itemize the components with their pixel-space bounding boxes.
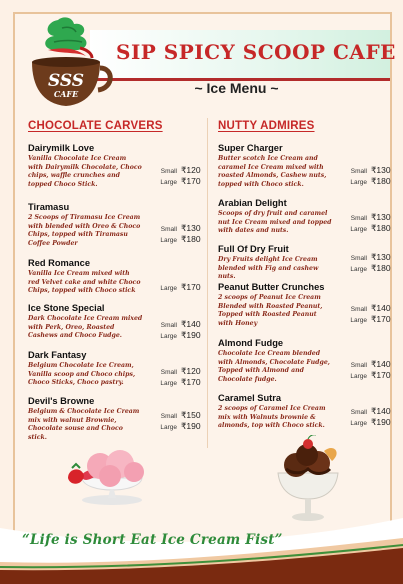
menu-item-peanut-butter-crunches (218, 282, 403, 328)
size-large-label: Large (350, 420, 367, 427)
cafe-logo-icon (18, 12, 114, 118)
size-large-label: Large (160, 380, 177, 387)
item-prices (151, 366, 211, 388)
price-large: ₹170 (181, 176, 201, 186)
size-small-label: Small (350, 215, 367, 222)
size-large-label: Large (350, 226, 367, 233)
item-prices (341, 406, 401, 428)
price-small: ₹120 (181, 165, 201, 175)
item-name: Devil's Browne (28, 396, 95, 406)
price-small: ₹140 (371, 406, 391, 416)
tagline: “Life is Short Eat Ice Cream Fist” (22, 532, 283, 548)
svg-text:SSS: SSS (47, 71, 85, 91)
size-large-label: Large (350, 317, 367, 324)
size-small-label: Small (160, 413, 177, 420)
menu-item-devils-browne (28, 396, 213, 442)
size-small-label: Small (350, 168, 367, 175)
item-name: Dairymilk Love (28, 143, 95, 153)
item-description: Dark Chocolate Ice Cream mixed with Perk, Oreo, Roasted Cashews and Choco Fudge. (28, 315, 143, 340)
price-large: ₹180 (371, 263, 391, 273)
size-small-label: Small (160, 322, 177, 329)
item-prices (341, 212, 401, 234)
item-description: Vanilla Chocolate Ice Cream with Dairymilk Chocolate, Choco chips, waffle crunches and topped Choco Stick. (28, 155, 142, 188)
size-large-label: Large (160, 179, 177, 186)
menu-title: ~ Ice Menu ~ (194, 80, 279, 96)
item-prices (151, 165, 211, 187)
item-name: Ice Stone Special (28, 303, 105, 313)
item-prices (341, 165, 401, 187)
category-title: NUTTY ADMIRES (218, 120, 315, 132)
item-prices (341, 252, 401, 274)
size-large-label: Large (160, 237, 177, 244)
item-name: Tiramasu (28, 202, 70, 212)
item-description: Belgium Chocolate Ice Cream, Vanilla scoop and Choco chips, Choco Sticks, Choco pastry. (28, 362, 136, 387)
price-large: ₹180 (371, 223, 391, 233)
footer-wave (0, 518, 403, 584)
price-small: ₹130 (181, 223, 201, 233)
price-large: ₹190 (181, 330, 201, 340)
price-large: ₹170 (181, 377, 201, 387)
item-prices (151, 282, 211, 293)
menu-item-almond-fudge (218, 338, 403, 384)
chocolate-sundae-icon (268, 435, 348, 525)
price-small: ₹140 (371, 303, 391, 313)
menu-item-caramel-sutra (218, 393, 403, 431)
menu-item-red-romance (28, 258, 213, 296)
category-title: CHOCOLATE CARVERS (28, 120, 163, 132)
size-large-label: Large (160, 285, 177, 292)
strawberry-ice-cream-bowl-icon (62, 438, 162, 508)
price-small: ₹130 (371, 165, 391, 175)
item-name: Red Romance (28, 258, 90, 268)
item-prices (151, 223, 211, 245)
menu-item-ice-stone-special (28, 303, 213, 341)
item-description: Butter scotch Ice Cream and caramel Ice Cream mixed with roasted Almonds, Cashew nuts, topped with Choco stick. (218, 155, 327, 188)
item-name: Dark Fantasy (28, 350, 87, 360)
item-name: Caramel Sutra (218, 393, 282, 403)
item-name: Peanut Butter Crunches (218, 282, 325, 292)
item-prices (341, 359, 401, 381)
item-description: Chocolate Ice Cream blended with Almonds, Chocolate Fudge, Topped with Almond and Chocolate fudge. (218, 350, 330, 383)
size-large-label: Large (160, 333, 177, 340)
category-chocolate-carvers (28, 120, 213, 132)
menu-item-dark-fantasy (28, 350, 213, 388)
size-large-label: Large (160, 424, 177, 431)
price-small: ₹140 (371, 359, 391, 369)
item-description: 2 scoops of Caramel Ice Cream mix with Walnuts brownie & almonds, top with Choco stick. (218, 405, 326, 430)
price-small: ₹130 (371, 212, 391, 222)
item-name: Super Charger (218, 143, 283, 153)
item-name: Full Of Dry Fruit (218, 244, 289, 254)
size-small-label: Small (350, 306, 367, 313)
size-small-label: Small (350, 409, 367, 416)
size-large-label: Large (350, 266, 367, 273)
price-large: ₹190 (181, 421, 201, 431)
item-description: Dry Fruits delight Ice Cream blended with Fig and cashew nuts. (218, 256, 319, 281)
price-large: ₹170 (181, 282, 201, 292)
size-large-label: Large (350, 179, 367, 186)
item-name: Almond Fudge (218, 338, 284, 348)
menu-item-arabian-delight (218, 198, 403, 236)
size-small-label: Small (350, 255, 367, 262)
item-description: Scoops of dry fruit and caramel nut Ice Cream mixed and topped with dates and nuts. (218, 210, 332, 235)
menu-item-super-charger (218, 143, 403, 189)
item-description: Vanilla Ice Cream mixed with red Velvet cake and white Choco Chips, topped with Choco stick (28, 270, 141, 295)
menu-item-tiramasu (28, 202, 213, 248)
menu-item-full-of-dry-fruit (218, 244, 403, 282)
svg-text:CAFE: CAFE (53, 89, 79, 99)
price-small: ₹150 (181, 410, 201, 420)
category-nutty-admires (218, 120, 403, 132)
price-small: ₹140 (181, 319, 201, 329)
item-prices (151, 319, 211, 341)
price-small: ₹130 (371, 252, 391, 262)
size-small-label: Small (160, 226, 177, 233)
size-large-label: Large (350, 373, 367, 380)
size-small-label: Small (160, 168, 177, 175)
price-large: ₹170 (371, 314, 391, 324)
price-small: ₹120 (181, 366, 201, 376)
price-large: ₹180 (371, 176, 391, 186)
item-prices (151, 410, 211, 432)
price-large: ₹180 (181, 234, 201, 244)
item-description: 2 Scoops of Tiramasu Ice Cream with blended with Oreo & Choco Chips, topped with Tiramasu Coffee Powder (28, 214, 141, 247)
cafe-name: SIP SPICY SCOOP CAFE (116, 40, 396, 64)
item-name: Arabian Delight (218, 198, 287, 208)
size-small-label: Small (160, 369, 177, 376)
menu-item-dairymilk-love (28, 143, 213, 189)
item-description: Belgium & Chocolate Ice Cream mix with walnut Brownie, Chocolate souse and Choco stick. (28, 408, 140, 441)
item-prices (341, 303, 401, 325)
price-large: ₹190 (371, 417, 391, 427)
size-small-label: Small (350, 362, 367, 369)
item-description: 2 scoops of Peanut Ice Cream Blended with Roasted Peanut, Topped with Roasted Peanut with Honey (218, 294, 323, 327)
price-large: ₹170 (371, 370, 391, 380)
